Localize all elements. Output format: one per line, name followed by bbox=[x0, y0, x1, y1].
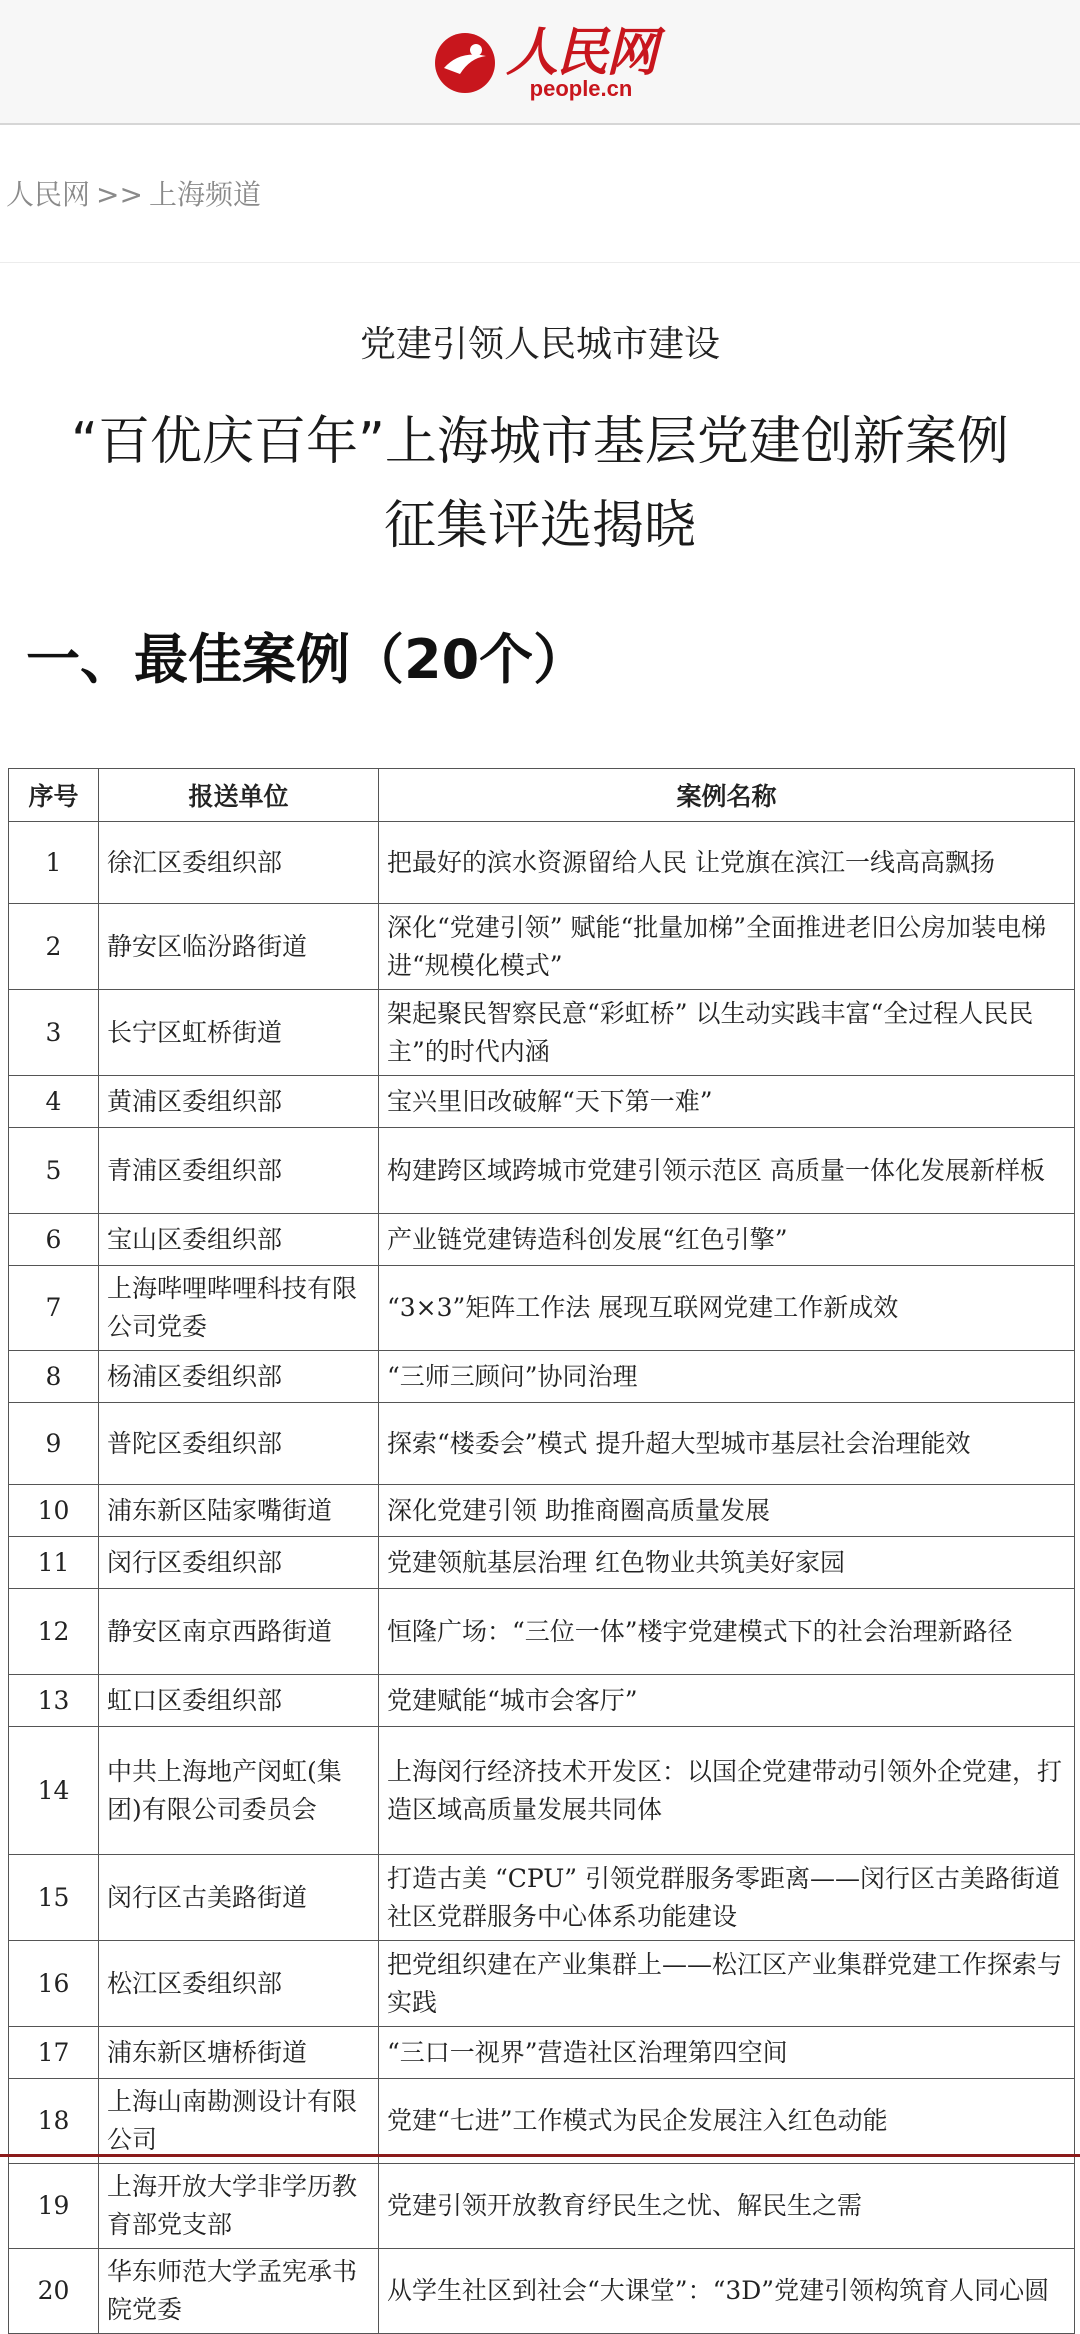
cell-case: 恒隆广场：“三位一体”楼宇党建模式下的社会治理新路径 bbox=[379, 1589, 1075, 1675]
cell-case: 构建跨区域跨城市党建引领示范区 高质量一体化发展新样板 bbox=[379, 1128, 1075, 1214]
cell-case: 打造古美 “CPU” 引领党群服务零距离——闵行区古美路街道社区党群服务中心体系功能建设 bbox=[379, 1855, 1075, 1941]
cell-no: 13 bbox=[9, 1675, 99, 1727]
cell-no: 19 bbox=[9, 2164, 99, 2249]
cell-unit: 闵行区委组织部 bbox=[99, 1537, 379, 1589]
cell-no: 6 bbox=[9, 1214, 99, 1266]
table-row bbox=[9, 2249, 1075, 2334]
cell-case: “三师三顾问”协同治理 bbox=[379, 1351, 1075, 1403]
cell-unit: 上海开放大学非学历教育部党支部 bbox=[99, 2164, 379, 2249]
cell-no: 9 bbox=[9, 1403, 99, 1485]
cell-no: 11 bbox=[9, 1537, 99, 1589]
table-row bbox=[9, 1537, 1075, 1589]
table-row bbox=[9, 822, 1075, 904]
table-row bbox=[9, 2027, 1075, 2079]
cell-no: 3 bbox=[9, 990, 99, 1076]
cell-unit: 静安区南京西路街道 bbox=[99, 1589, 379, 1675]
breadcrumb bbox=[0, 170, 1080, 220]
cell-unit: 浦东新区塘桥街道 bbox=[99, 2027, 379, 2079]
cell-case: 把党组织建在产业集群上——松江区产业集群党建工作探索与实践 bbox=[379, 1941, 1075, 2027]
cell-case: 宝兴里旧改破解“天下第一难” bbox=[379, 1076, 1075, 1128]
table-row bbox=[9, 1727, 1075, 1855]
cell-no: 16 bbox=[9, 1941, 99, 2027]
breadcrumb-separator: >> bbox=[96, 178, 143, 211]
cell-unit: 虹口区委组织部 bbox=[99, 1675, 379, 1727]
table-row bbox=[9, 904, 1075, 990]
header-no: 序号 bbox=[9, 769, 99, 822]
red-divider-line bbox=[0, 2154, 1080, 2157]
cell-case: 架起聚民智察民意“彩虹桥” 以生动实践丰富“全过程人民民主”的时代内涵 bbox=[379, 990, 1075, 1076]
cases-table bbox=[8, 768, 1075, 2334]
cell-no: 12 bbox=[9, 1589, 99, 1675]
table-body bbox=[9, 822, 1075, 2334]
cell-no: 8 bbox=[9, 1351, 99, 1403]
cell-case: 深化“党建引领” 赋能“批量加梯”全面推进老旧公房加装电梯进“规模化模式” bbox=[379, 904, 1075, 990]
cell-case: “3×3”矩阵工作法 展现互联网党建工作新成效 bbox=[379, 1266, 1075, 1351]
cell-unit: 上海哔哩哔哩科技有限公司党委 bbox=[99, 1266, 379, 1351]
cell-unit: 普陀区委组织部 bbox=[99, 1403, 379, 1485]
cell-unit: 黄浦区委组织部 bbox=[99, 1076, 379, 1128]
breadcrumb-home-link[interactable]: 人民网 bbox=[6, 178, 91, 211]
divider bbox=[0, 262, 1080, 263]
cell-case: 党建赋能“城市会客厅” bbox=[379, 1675, 1075, 1727]
cell-case: 把最好的滨水资源留给人民 让党旗在滨江一线高高飘扬 bbox=[379, 822, 1075, 904]
table-row bbox=[9, 1128, 1075, 1214]
cell-case: 党建领航基层治理 红色物业共筑美好家园 bbox=[379, 1537, 1075, 1589]
cell-no: 2 bbox=[9, 904, 99, 990]
cell-case: 从学生社区到社会“大课堂”：“3D”党建引领构筑育人同心圆 bbox=[379, 2249, 1075, 2334]
cell-case: 深化党建引领 助推商圈高质量发展 bbox=[379, 1485, 1075, 1537]
table-row bbox=[9, 1675, 1075, 1727]
cell-unit: 上海山南勘测设计有限公司 bbox=[99, 2079, 379, 2164]
cell-unit: 徐汇区委组织部 bbox=[99, 822, 379, 904]
cell-unit: 闵行区古美路街道 bbox=[99, 1855, 379, 1941]
logo-english: people.cn bbox=[529, 76, 633, 101]
table-row bbox=[9, 1855, 1075, 1941]
cell-no: 1 bbox=[9, 822, 99, 904]
cell-case: 党建引领开放教育纾民生之忧、解民生之需 bbox=[379, 2164, 1075, 2249]
cell-unit: 松江区委组织部 bbox=[99, 1941, 379, 2027]
table-row bbox=[9, 2164, 1075, 2249]
table-row bbox=[9, 1485, 1075, 1537]
table-row bbox=[9, 1076, 1075, 1128]
cell-unit: 华东师范大学孟宪承书院党委 bbox=[99, 2249, 379, 2334]
article-title: “百优庆百年”上海城市基层党建创新案例征集评选揭晓 bbox=[71, 412, 1009, 556]
logo-text bbox=[505, 22, 656, 101]
cell-no: 5 bbox=[9, 1128, 99, 1214]
cell-case: 党建“七进”工作模式为民企发展注入红色动能 bbox=[379, 2079, 1075, 2164]
table-row bbox=[9, 990, 1075, 1076]
table-row bbox=[9, 1589, 1075, 1675]
cell-no: 14 bbox=[9, 1727, 99, 1855]
cell-unit: 静安区临汾路街道 bbox=[99, 904, 379, 990]
cell-unit: 浦东新区陆家嘴街道 bbox=[99, 1485, 379, 1537]
cell-no: 4 bbox=[9, 1076, 99, 1128]
cell-unit: 宝山区委组织部 bbox=[99, 1214, 379, 1266]
table-row bbox=[9, 2079, 1075, 2164]
people-logo-icon bbox=[430, 28, 500, 98]
cell-unit: 杨浦区委组织部 bbox=[99, 1351, 379, 1403]
cell-no: 15 bbox=[9, 1855, 99, 1941]
cell-no: 17 bbox=[9, 2027, 99, 2079]
article-subtitle: 党建引领人民城市建设 bbox=[359, 324, 720, 365]
table-row bbox=[9, 1351, 1075, 1403]
cell-case: 上海闵行经济技术开发区：以国企党建带动引领外企党建，打造区域高质量发展共同体 bbox=[379, 1727, 1075, 1855]
table-row bbox=[9, 1941, 1075, 2027]
breadcrumb-channel-link[interactable]: 上海频道 bbox=[148, 178, 261, 211]
cell-unit: 中共上海地产闵虹(集团)有限公司委员会 bbox=[99, 1727, 379, 1855]
people-cn-logo[interactable] bbox=[418, 18, 668, 108]
cell-no: 18 bbox=[9, 2079, 99, 2164]
table-row bbox=[9, 1403, 1075, 1485]
cell-case: “三口一视界”营造社区治理第四空间 bbox=[379, 2027, 1075, 2079]
cell-case: 探索“楼委会”模式 提升超大型城市基层社会治理能效 bbox=[379, 1403, 1075, 1485]
cell-case: 产业链党建铸造科创发展“红色引擎” bbox=[379, 1214, 1075, 1266]
logo-chinese: 人民网 bbox=[505, 22, 656, 83]
cell-no: 7 bbox=[9, 1266, 99, 1351]
cell-no: 20 bbox=[9, 2249, 99, 2334]
header-case: 案例名称 bbox=[379, 769, 1075, 822]
site-header bbox=[0, 0, 1080, 125]
cell-unit: 青浦区委组织部 bbox=[99, 1128, 379, 1214]
header-unit: 报送单位 bbox=[99, 769, 379, 822]
cell-unit: 长宁区虹桥街道 bbox=[99, 990, 379, 1076]
cell-no: 10 bbox=[9, 1485, 99, 1537]
table-row bbox=[9, 1214, 1075, 1266]
table-header-row bbox=[9, 769, 1075, 822]
section-heading: 一、最佳案例（20个） bbox=[26, 628, 588, 691]
table-row bbox=[9, 1266, 1075, 1351]
